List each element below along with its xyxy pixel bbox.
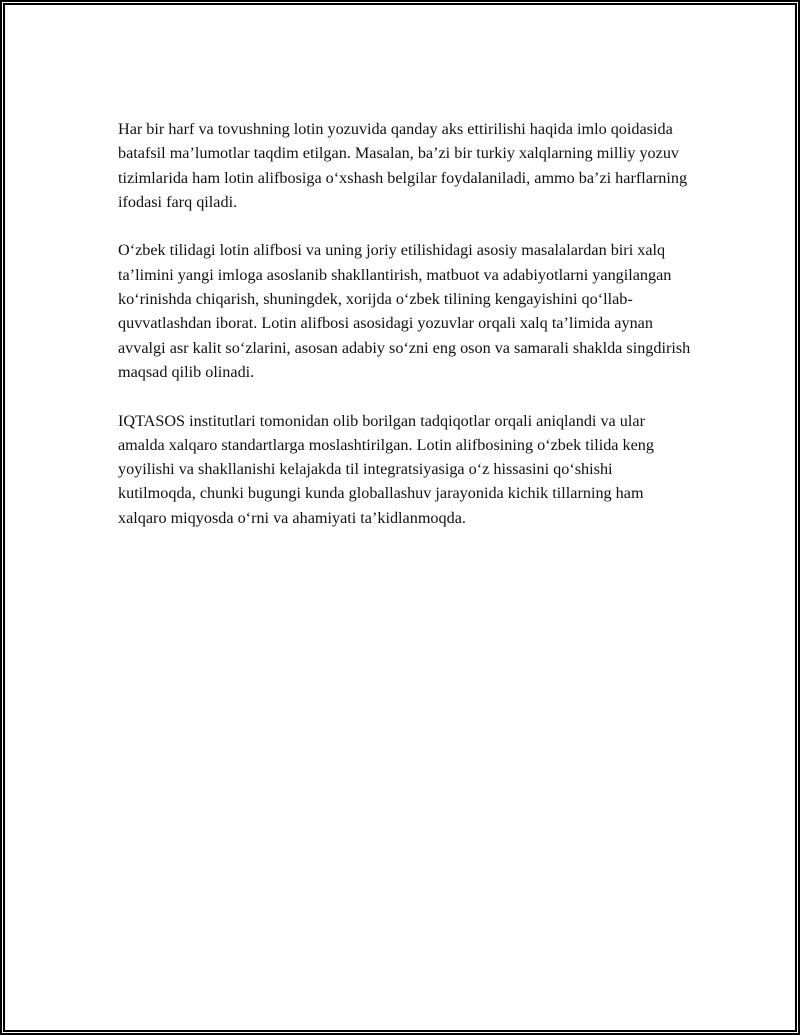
paragraph-2: O‘zbek tilidagi lotin alifbosi va uning joriy etilishidagi asosiy masalalardan biri xalq ta’limini yangi imloga asoslanib shakllantirish, matbuot va adabiyotlarni yangilangan ko‘rinishda chiqarish, shuningdek, xorijda o‘zbek tilining kengayishini qo‘llab-quvvatlashdan iborat. Lotin alifbosi asosidagi yozuvlar orqali xalq ta’limida aynan avvalgi asr kalit so‘zlarini, asosan adabiy so‘zni eng oson va samarali shaklda singdirish maqsad qilib olinadi. <box>118 241 691 381</box>
paragraph-3: IQTASOS institutlari tomonidan olib borilgan tadqiqotlar orqali aniqlandi va ular amalda xalqaro standartlarga moslashtirilgan. Lotin alifbosining o‘zbek tilida keng yoyilishi va shakllanishi kelajakda til integratsiyasiga o‘z hissasini qo‘shishi kutilmoqda, chunki bugungi kunda globallashuv jarayonida kichik tillarning ham xalqaro miqyosda o‘rni va ahamiyati ta’kidlanmoqda. <box>118 411 654 527</box>
document-body <box>118 117 693 554</box>
paragraph-1: Har bir harf va tovushning lotin yozuvida qanday aks ettirilishi haqida imlo qoidasida batafsil ma’lumotlar taqdim etilgan. Masalan, ba’zi bir turkiy xalqlarning milliy yozuv tizimlarida ham lotin alifbosiga o‘xshash belgilar foydalaniladi, ammo ba’zi harflarning ifodasi farq qiladi. <box>118 120 688 211</box>
